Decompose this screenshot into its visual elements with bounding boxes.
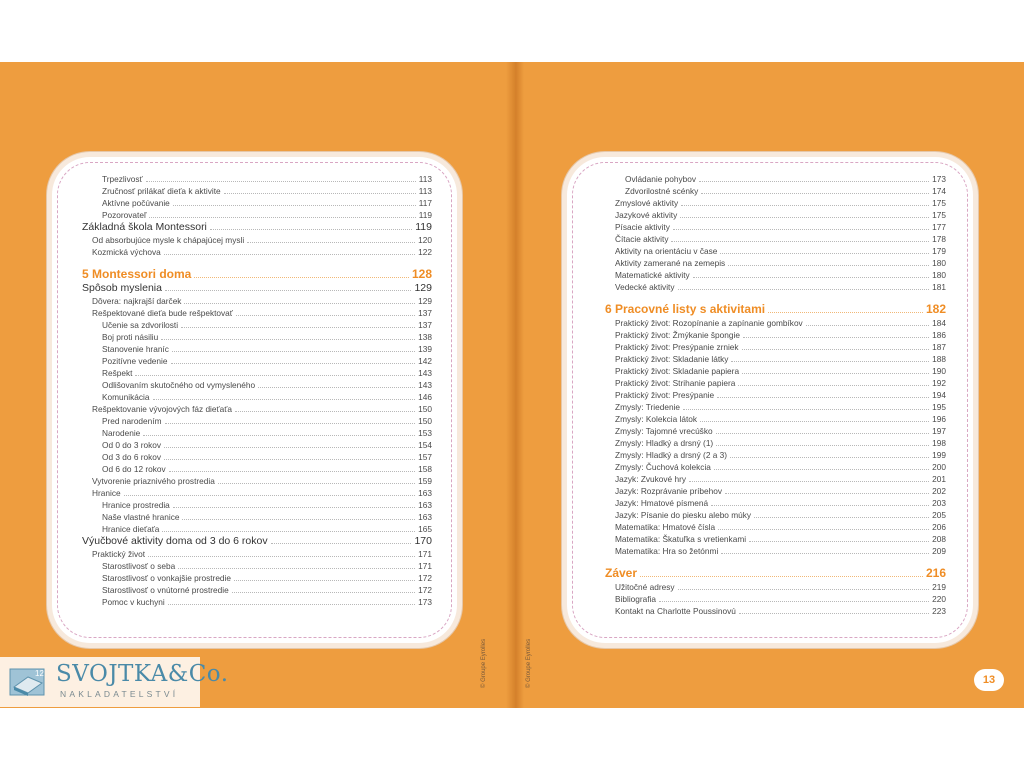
toc-dot-leader <box>194 277 409 278</box>
toc-entry <box>605 545 946 557</box>
toc-entry-title: Hranice <box>92 488 121 498</box>
toc-page-number: 139 <box>418 344 432 354</box>
toc-dot-leader <box>728 265 929 266</box>
toc-entry <box>605 257 946 269</box>
toc-entry-title: Praktický život: Presýpanie zrniek <box>615 342 739 352</box>
toc-entry <box>605 509 946 521</box>
toc-entry-title: Zmysly: Hladký a drsný (1) <box>615 438 714 448</box>
toc-subentry <box>82 511 432 523</box>
toc-page-number: 150 <box>418 404 432 414</box>
toc-page-number: 188 <box>932 354 946 364</box>
left-toc-list <box>52 173 457 608</box>
toc-page-number: 153 <box>418 428 432 438</box>
toc-page-number: 219 <box>932 582 946 592</box>
toc-spacer <box>605 293 946 302</box>
toc-dot-leader <box>135 375 415 376</box>
toc-dot-leader <box>743 337 929 338</box>
toc-entry-title: Od 0 do 3 rokov <box>102 440 162 450</box>
toc-dot-leader <box>678 589 930 590</box>
book-gutter <box>506 62 524 708</box>
toc-entry-title: Zmysly: Triedenie <box>615 402 681 412</box>
toc-dot-leader <box>768 312 923 313</box>
toc-page-number: 195 <box>932 402 946 412</box>
toc-entry <box>605 281 946 293</box>
toc-dot-leader <box>181 327 415 328</box>
toc-dot-leader <box>232 592 415 593</box>
toc-entry <box>605 593 946 605</box>
toc-page-number: 173 <box>418 597 432 607</box>
toc-entry-title: Užitočné adresy <box>615 582 675 592</box>
toc-dot-leader <box>718 529 929 530</box>
toc-page-number: 172 <box>418 585 432 595</box>
toc-entry <box>605 365 946 377</box>
toc-dot-leader <box>699 181 929 182</box>
toc-entry-title: Kontakt na Charlotte Poussinovú <box>615 606 736 616</box>
toc-entry-title: Pred narodením <box>102 416 162 426</box>
toc-subentry <box>82 185 432 197</box>
toc-entry <box>605 353 946 365</box>
page-number: 13 <box>974 669 1004 691</box>
toc-page-number: 190 <box>932 366 946 376</box>
toc-dot-leader <box>164 447 415 448</box>
toc-dot-leader <box>730 457 929 458</box>
toc-page-number: 163 <box>418 512 432 522</box>
toc-page-number: 205 <box>932 510 946 520</box>
toc-dot-leader <box>678 289 930 290</box>
toc-page-number: 157 <box>418 452 432 462</box>
toc-dot-leader <box>235 411 415 412</box>
toc-dot-leader <box>169 471 416 472</box>
toc-entry <box>605 497 946 509</box>
toc-subentry <box>82 463 432 475</box>
toc-entry-title: Pomoc v kuchyni <box>102 597 165 607</box>
toc-entry-title: Čítacie aktivity <box>615 234 669 244</box>
toc-subentry <box>82 331 432 343</box>
toc-dot-leader <box>153 399 416 400</box>
toc-entry <box>605 377 946 389</box>
toc-entry-title: Praktický život: Skladanie látky <box>615 354 729 364</box>
toc-page-number: 186 <box>932 330 946 340</box>
left-copyright-credit: © Groupe Eyrolles <box>481 638 487 688</box>
toc-page-number: 206 <box>932 522 946 532</box>
toc-entry <box>605 401 946 413</box>
toc-subentry <box>82 415 432 427</box>
toc-page-number: 138 <box>418 332 432 342</box>
toc-page-number: 146 <box>418 392 432 402</box>
toc-entry-title: Starostlivosť o vnútorné prostredie <box>102 585 229 595</box>
toc-page-number: 171 <box>418 549 432 559</box>
toc-page-number: 158 <box>418 464 432 474</box>
toc-subentry <box>82 427 432 439</box>
toc-dot-leader <box>714 469 929 470</box>
toc-entry-title: Jazyk: Zvukové hry <box>615 474 687 484</box>
toc-entry-title: Aktívne počúvanie <box>102 198 170 208</box>
toc-entry-title: Zmysly: Hladký a drsný (2 a 3) <box>615 450 728 460</box>
toc-dot-leader <box>234 580 415 581</box>
toc-dot-leader <box>742 349 930 350</box>
toc-entry-title: Starostlivosť o seba <box>102 561 176 571</box>
toc-page-number: 179 <box>932 246 946 256</box>
toc-entry-title: Základná škola Montessori <box>82 221 207 233</box>
toc-subentry <box>82 173 432 185</box>
toc-subentry <box>82 523 432 535</box>
toc-entry-title: 5 Montessori doma <box>82 267 192 281</box>
toc-page-number: 163 <box>418 500 432 510</box>
toc-dot-leader <box>172 351 415 352</box>
toc-entry-title: Rešpekt <box>102 368 133 378</box>
toc-page-number: 174 <box>932 186 946 196</box>
toc-page-number: 175 <box>932 210 946 220</box>
toc-page-number: 187 <box>932 342 946 352</box>
toc-dot-leader <box>725 493 929 494</box>
toc-entry-title: Matematika: Hmatové čísla <box>615 522 716 532</box>
toc-chapter-heading <box>605 302 946 317</box>
toc-page-number: 154 <box>418 440 432 450</box>
toc-entry <box>605 605 946 617</box>
toc-dot-leader <box>171 363 416 364</box>
toc-entry-title: Zmyslové aktivity <box>615 198 679 208</box>
toc-entry-title: Praktický život: Žmýkanie špongie <box>615 330 740 340</box>
toc-entry-title: Ovládanie pohybov <box>625 174 697 184</box>
toc-entry-title: Praktický život <box>92 549 146 559</box>
toc-subentry <box>82 560 432 572</box>
toc-page-number: 180 <box>932 258 946 268</box>
toc-dot-leader <box>143 435 415 436</box>
toc-entry <box>605 533 946 545</box>
toc-dot-leader <box>271 543 412 544</box>
toc-entry-title: Bibliografia <box>615 594 657 604</box>
logo-name: SVOJTKA&Co. <box>56 661 229 687</box>
toc-entry <box>605 233 946 245</box>
toc-entry-title: Hranice prostredia <box>102 500 170 510</box>
toc-subentry <box>82 451 432 463</box>
toc-dot-leader <box>749 541 929 542</box>
toc-entry <box>82 487 432 499</box>
toc-page-number: 173 <box>932 174 946 184</box>
toc-entry-title: Výučbové aktivity doma od 3 do 6 rokov <box>82 535 268 547</box>
toc-dot-leader <box>754 517 929 518</box>
book-spread <box>0 62 1024 708</box>
toc-page-number: 128 <box>411 267 432 281</box>
toc-dot-leader <box>173 507 415 508</box>
toc-dot-leader <box>168 604 415 605</box>
toc-page-number: 117 <box>418 198 432 208</box>
toc-entry-title: Vedecké aktivity <box>615 282 675 292</box>
toc-subentry <box>82 379 432 391</box>
toc-page-number: 199 <box>932 450 946 460</box>
toc-page-number: 201 <box>932 474 946 484</box>
toc-dot-leader <box>701 193 929 194</box>
toc-entry-title: Zmysly: Čuchová kolekcia <box>615 462 711 472</box>
toc-entry-title: Zdvorilostné scénky <box>625 186 699 196</box>
toc-entry <box>605 221 946 233</box>
toc-page-number: 216 <box>925 566 946 580</box>
toc-entry-title: Rešpektovanie vývojových fáz dieťaťa <box>92 404 232 414</box>
toc-entry-title: Od 3 do 6 rokov <box>102 452 162 462</box>
toc-page-number: 159 <box>418 476 432 486</box>
toc-subentry <box>82 209 432 221</box>
toc-page-number: 203 <box>932 498 946 508</box>
toc-chapter-heading <box>605 566 946 581</box>
toc-entry <box>82 307 432 319</box>
toc-entry <box>605 317 946 329</box>
toc-page-number: 196 <box>932 414 946 424</box>
toc-dot-leader <box>236 315 415 316</box>
toc-entry <box>605 473 946 485</box>
toc-entry-title: Rešpektované dieťa bude rešpektovať <box>92 308 233 318</box>
toc-entry <box>605 437 946 449</box>
toc-entry <box>82 246 432 258</box>
toc-entry-title: Matematické aktivity <box>615 270 690 280</box>
toc-entry <box>605 209 946 221</box>
toc-page-number: 165 <box>418 524 432 534</box>
toc-subentry <box>82 355 432 367</box>
toc-dot-leader <box>738 385 929 386</box>
toc-dot-leader <box>716 445 929 446</box>
toc-entry <box>605 341 946 353</box>
toc-entry <box>605 461 946 473</box>
toc-entry-title: Komunikácia <box>102 392 150 402</box>
toc-dot-leader <box>700 421 929 422</box>
toc-page-number: 120 <box>418 235 432 245</box>
toc-entry-title: Hranice dieťaťa <box>102 524 160 534</box>
toc-entry-title: Pozorovateľ <box>102 210 147 220</box>
toc-dot-leader <box>182 519 415 520</box>
toc-entry-title: Praktický život: Rozopínanie a zapínanie gombíkov <box>615 318 803 328</box>
toc-entry-title: Stanovenie hraníc <box>102 344 169 354</box>
toc-subentry <box>82 596 432 608</box>
toc-page-number: 119 <box>415 221 432 233</box>
toc-entry-title: Aktivity zamerané na zemepis <box>615 258 726 268</box>
logo-subtitle: NAKLADATELSTVÍ <box>60 689 179 699</box>
toc-page-number: 180 <box>932 270 946 280</box>
toc-dot-leader <box>173 205 416 206</box>
toc-page-number: 119 <box>418 210 432 220</box>
right-toc-list <box>567 173 973 617</box>
toc-dot-leader <box>178 568 415 569</box>
toc-entry-title: Jazyk: Písanie do piesku alebo múky <box>615 510 752 520</box>
toc-entry-title: Praktický život: Presýpanie <box>615 390 715 400</box>
toc-dot-leader <box>165 290 412 291</box>
toc-entry <box>82 295 432 307</box>
toc-entry-title: Odlišovaním skutočného od vymysleného <box>102 380 256 390</box>
toc-dot-leader <box>258 387 415 388</box>
toc-page-number: 202 <box>932 486 946 496</box>
toc-entry <box>605 449 946 461</box>
toc-page-number: 170 <box>414 535 432 547</box>
toc-page-number: 137 <box>418 320 432 330</box>
logo-badge: 12 <box>35 669 44 678</box>
toc-dot-leader <box>148 556 415 557</box>
toc-page-number: 208 <box>932 534 946 544</box>
toc-entry-title: Jazykové aktivity <box>615 210 678 220</box>
toc-entry-title: Od 6 do 12 rokov <box>102 464 166 474</box>
toc-dot-leader <box>247 242 415 243</box>
toc-page-number: 197 <box>932 426 946 436</box>
toc-entry-title: Jazyk: Rozprávanie príbehov <box>615 486 722 496</box>
toc-entry <box>605 425 946 437</box>
toc-page-number: 113 <box>418 174 432 184</box>
toc-dot-leader <box>689 481 929 482</box>
toc-page-number: 182 <box>925 302 946 316</box>
toc-entry <box>605 269 946 281</box>
toc-dot-leader <box>683 409 929 410</box>
toc-page-number: 150 <box>418 416 432 426</box>
toc-entry-title: Aktivity na orientáciu v čase <box>615 246 718 256</box>
toc-page-number: 122 <box>418 247 432 257</box>
toc-dot-leader <box>739 613 929 614</box>
toc-dot-leader <box>224 193 416 194</box>
toc-subentry <box>82 499 432 511</box>
toc-dot-leader <box>680 217 929 218</box>
toc-dot-leader <box>210 229 412 230</box>
toc-section-heading <box>82 221 432 234</box>
toc-subentry <box>82 391 432 403</box>
toc-entry-title: Starostlivosť o vonkajšie prostredie <box>102 573 232 583</box>
toc-subentry <box>605 173 946 185</box>
toc-dot-leader <box>164 459 415 460</box>
toc-dot-leader <box>731 361 929 362</box>
toc-entry-title: Kozmická výchova <box>92 247 161 257</box>
toc-entry-title: Pozitívne vedenie <box>102 356 168 366</box>
toc-entry <box>605 389 946 401</box>
toc-page-number: 177 <box>932 222 946 232</box>
toc-entry <box>605 413 946 425</box>
toc-page-number: 143 <box>418 368 432 378</box>
toc-entry-title: Matematika: Hra so žetónmi <box>615 546 719 556</box>
toc-entry <box>605 245 946 257</box>
toc-entry-title: Narodenie <box>102 428 141 438</box>
toc-page-number: 137 <box>418 308 432 318</box>
toc-entry <box>605 521 946 533</box>
toc-chapter-heading <box>82 267 432 282</box>
toc-entry-title: Zmysly: Kolekcia látok <box>615 414 698 424</box>
toc-page-number: 194 <box>932 390 946 400</box>
toc-page-number: 220 <box>932 594 946 604</box>
toc-subentry <box>82 197 432 209</box>
toc-dot-leader <box>640 576 923 577</box>
left-toc-panel <box>52 157 457 643</box>
toc-page-number: 184 <box>932 318 946 328</box>
toc-entry-title: Zmysly: Tajomné vrecúško <box>615 426 713 436</box>
toc-entry <box>605 485 946 497</box>
toc-page-number: 113 <box>418 186 432 196</box>
toc-entry <box>82 403 432 415</box>
toc-dot-leader <box>720 253 929 254</box>
toc-dot-leader <box>162 531 415 532</box>
toc-dot-leader <box>165 423 416 424</box>
toc-subentry <box>82 319 432 331</box>
toc-dot-leader <box>149 217 415 218</box>
toc-subentry <box>82 343 432 355</box>
toc-dot-leader <box>673 229 929 230</box>
toc-page-number: 200 <box>932 462 946 472</box>
toc-dot-leader <box>721 553 929 554</box>
toc-subentry <box>605 185 946 197</box>
toc-entry-title: Spôsob myslenia <box>82 282 162 294</box>
right-toc-panel <box>567 157 973 643</box>
toc-entry <box>605 581 946 593</box>
toc-entry-title: Trpezlivosť <box>102 174 143 184</box>
toc-subentry <box>82 584 432 596</box>
toc-subentry <box>82 367 432 379</box>
toc-dot-leader <box>717 397 929 398</box>
toc-entry-title: Od absorbujúce mysle k chápajúcej mysli <box>92 235 245 245</box>
toc-dot-leader <box>716 433 930 434</box>
toc-entry <box>605 197 946 209</box>
toc-page-number: 171 <box>418 561 432 571</box>
toc-entry-title: Jazyk: Hmatové písmená <box>615 498 709 508</box>
toc-entry <box>82 234 432 246</box>
toc-page-number: 172 <box>418 573 432 583</box>
toc-entry-title: Záver <box>605 566 638 580</box>
toc-section-heading <box>82 535 432 548</box>
toc-dot-leader <box>742 373 929 374</box>
toc-entry-title: Učenie sa zdvorilosti <box>102 320 179 330</box>
toc-entry-title: Písacie aktivity <box>615 222 670 232</box>
toc-spacer <box>605 557 946 566</box>
book-stack-icon <box>8 665 48 699</box>
toc-page-number: 198 <box>932 438 946 448</box>
toc-dot-leader <box>806 325 929 326</box>
toc-page-number: 129 <box>414 282 432 294</box>
right-copyright-credit: © Groupe Eyrolles <box>526 638 532 688</box>
toc-entry-title: Zručnosť prilákať dieťa k aktivite <box>102 186 221 196</box>
toc-page-number: 143 <box>418 380 432 390</box>
toc-dot-leader <box>671 241 929 242</box>
toc-page-number: 129 <box>418 296 432 306</box>
toc-page-number: 192 <box>932 378 946 388</box>
toc-page-number: 223 <box>932 606 946 616</box>
toc-spacer <box>82 258 432 267</box>
toc-entry-title: 6 Pracovné listy s aktivitami <box>605 302 766 316</box>
toc-entry-title: Boj proti násiliu <box>102 332 159 342</box>
toc-entry-title: Vytvorenie priaznivého prostredia <box>92 476 215 486</box>
toc-entry <box>82 475 432 487</box>
toc-dot-leader <box>693 277 929 278</box>
toc-page-number: 181 <box>932 282 946 292</box>
toc-dot-leader <box>124 495 416 496</box>
toc-dot-leader <box>218 483 415 484</box>
toc-subentry <box>82 572 432 584</box>
toc-entry-title: Dôvera: najkrajší darček <box>92 296 182 306</box>
publisher-logo <box>0 657 229 707</box>
toc-entry-title: Praktický život: Skladanie papiera <box>615 366 740 376</box>
toc-dot-leader <box>711 505 929 506</box>
toc-entry-title: Matematika: Škatuľka s vretienkami <box>615 534 747 544</box>
toc-dot-leader <box>146 181 416 182</box>
toc-page-number: 163 <box>418 488 432 498</box>
toc-page-number: 209 <box>932 546 946 556</box>
toc-dot-leader <box>161 339 415 340</box>
toc-dot-leader <box>164 254 415 255</box>
toc-entry <box>82 548 432 560</box>
toc-dot-leader <box>184 303 415 304</box>
toc-dot-leader <box>659 601 929 602</box>
toc-entry-title: Praktický život: Strihanie papiera <box>615 378 736 388</box>
toc-page-number: 142 <box>418 356 432 366</box>
toc-page-number: 178 <box>932 234 946 244</box>
toc-dot-leader <box>681 205 929 206</box>
toc-subentry <box>82 439 432 451</box>
toc-section-heading <box>82 282 432 295</box>
toc-entry-title: Naše vlastné hranice <box>102 512 180 522</box>
toc-entry <box>605 329 946 341</box>
toc-page-number: 175 <box>932 198 946 208</box>
